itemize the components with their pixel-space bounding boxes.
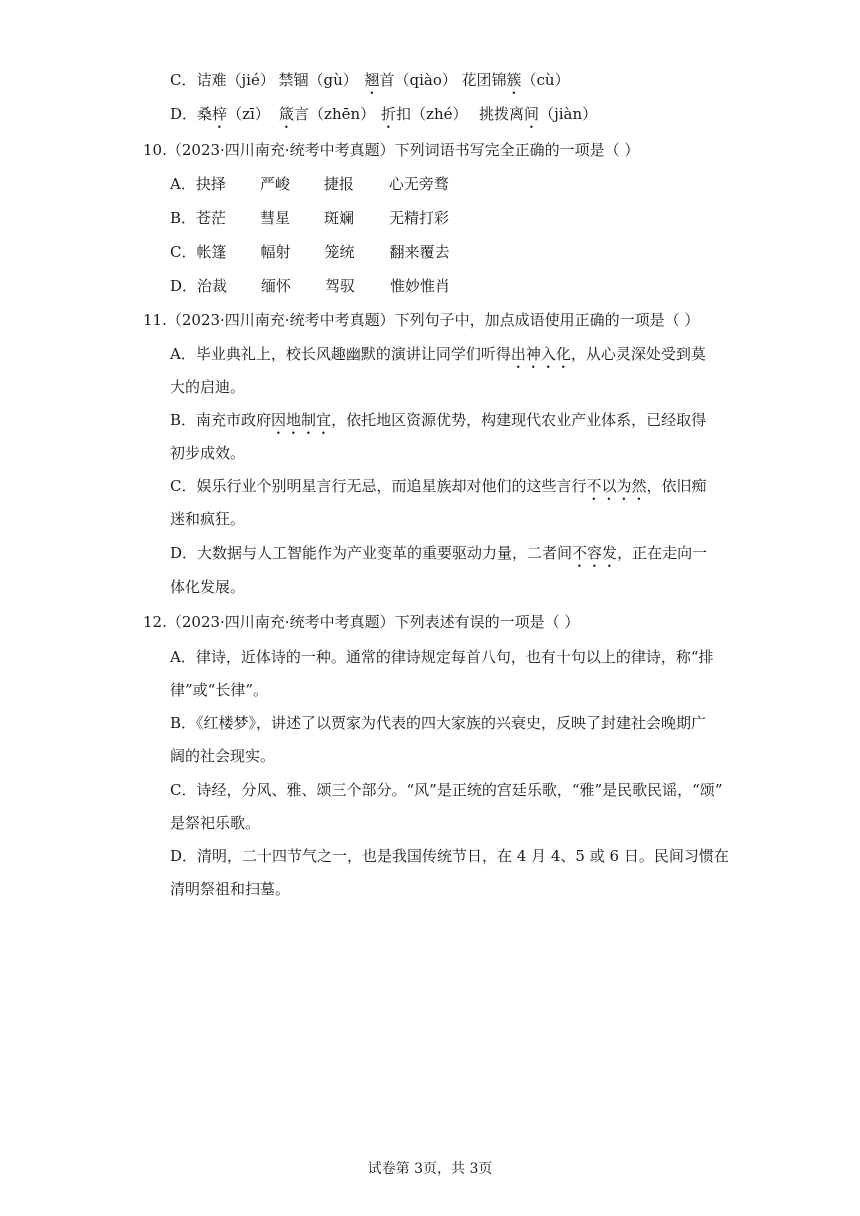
word-item: 箴言（zhēn） <box>279 105 376 123</box>
option-letter: C． <box>170 243 197 261</box>
word-item: 心无旁骛 <box>388 175 449 193</box>
dotted-idiom: 不以为然 <box>586 477 647 495</box>
q10-option-d <box>170 275 450 297</box>
word-item: 花团锦簇（cù） <box>461 71 570 89</box>
option-letter: B． <box>170 714 197 732</box>
q12-option-d-cont: 清明祭祖和扫墓。 <box>170 880 291 898</box>
word-item: 抉择 <box>195 175 226 193</box>
dotted-idiom: 不容发 <box>572 544 618 562</box>
q9-option-d <box>170 103 597 132</box>
word-item: 斑斓 <box>324 209 355 227</box>
page-footer: 试卷第 3页，共 3页 <box>367 1161 493 1177</box>
option-letter: B． <box>170 209 197 227</box>
option-letter: C． <box>170 477 197 495</box>
dotted-idiom: 出神入化 <box>510 345 571 363</box>
word-item: 治裁 <box>197 277 228 295</box>
q12-option-a: A．律诗，近体诗的一种。通常的律诗规定每首八句，也有十句以上的律诗，称“排 <box>170 648 714 666</box>
q12-option-a-cont: 律”或“长律”。 <box>170 681 269 699</box>
option-letter: C． <box>170 71 197 89</box>
q11-option-d: D．大数据与人工智能作为产业变革的重要驱动力量，二者间不容发，正在走向一 <box>170 544 708 562</box>
dotted-idiom: 因地制宜 <box>271 411 332 429</box>
option-letter: D． <box>170 105 198 123</box>
word-item: 苍茫 <box>196 209 227 227</box>
option-letter: D． <box>170 544 198 562</box>
option-letter: A． <box>170 175 196 193</box>
option-letter: B． <box>170 411 197 429</box>
word-item: 笼统 <box>324 243 355 261</box>
q12-option-b: B．《红楼梦》，讲述了以贾家为代表的四大家族的兴衰史，反映了封建社会晚期广 <box>170 714 707 732</box>
word-item: 禁锢（gù） <box>278 71 358 89</box>
word-item: 帐篷 <box>196 243 227 261</box>
word-item: 惟妙惟肖 <box>390 277 451 295</box>
word-item: 无精打彩 <box>389 209 450 227</box>
word-item: 翘首（qiào） <box>364 71 457 89</box>
q11-option-a: A．毕业典礼上，校长风趣幽默的演讲让同学们听得出神入化，从心灵深处受到莫 <box>170 345 706 363</box>
word-item: 诘难（jié） <box>196 71 275 89</box>
q12-option-d: D．清明，二十四节气之一，也是我国传统节日，在 4 月 4、5 或 6 日。民间习惯在 <box>170 847 729 865</box>
word-item: 严峻 <box>259 175 290 193</box>
option-letter: D． <box>170 277 198 295</box>
option-letter: D． <box>170 847 198 865</box>
q11-option-c: C．娱乐行业个别明星言行无忌，而追星族却对他们的这些言行不以为然，依旧痴 <box>170 477 707 495</box>
word-item: 桑梓（zī） <box>197 105 270 123</box>
q10-option-a <box>170 173 449 195</box>
word-item: 挑拨离间（jiàn） <box>479 105 598 123</box>
q10-stem: 10.（2023·四川南充·统考中考真题）下列词语书写完全正确的一项是（ ） <box>143 141 640 159</box>
word-item: 彗星 <box>260 209 291 227</box>
q12-stem: 12.（2023·四川南充·统考中考真题）下列表述有误的一项是（ ） <box>143 613 580 631</box>
q11-stem: 11.（2023·四川南充·统考中考真题）下列句子中，加点成语使用正确的一项是（ ） <box>143 311 700 329</box>
option-letter: A． <box>170 648 196 666</box>
q11-option-c-cont: 迷和疯狂。 <box>170 510 246 528</box>
q10-option-c <box>170 241 450 263</box>
word-item: 幅射 <box>260 243 291 261</box>
word-item: 驾驭 <box>325 277 356 295</box>
q10-option-b <box>170 207 449 229</box>
q11-option-b-cont: 初步成效。 <box>170 444 246 462</box>
option-letter: C． <box>170 781 197 799</box>
q11-option-b: B．南充市政府因地制宜，依托地区资源优势，构建现代农业产业体系，已经取得 <box>170 411 707 429</box>
word-item: 折扣（zhé） <box>381 105 468 123</box>
q12-option-b-cont: 阔的社会现实。 <box>170 747 276 765</box>
word-item: 捷报 <box>323 175 354 193</box>
q9-option-c <box>170 69 570 98</box>
q12-option-c: C．诗经，分风、雅、颂三个部分。“风”是正统的宫廷乐歌，“雅”是民歌民谣，“颂” <box>170 781 723 799</box>
word-item: 翻来覆去 <box>389 243 450 261</box>
q11-option-d-cont: 体化发展。 <box>170 578 246 596</box>
option-letter: A． <box>170 345 196 363</box>
q12-option-c-cont: 是祭祀乐歌。 <box>170 814 261 832</box>
q11-option-a-cont: 大的启迪。 <box>170 378 246 396</box>
word-item: 缅怀 <box>261 277 292 295</box>
